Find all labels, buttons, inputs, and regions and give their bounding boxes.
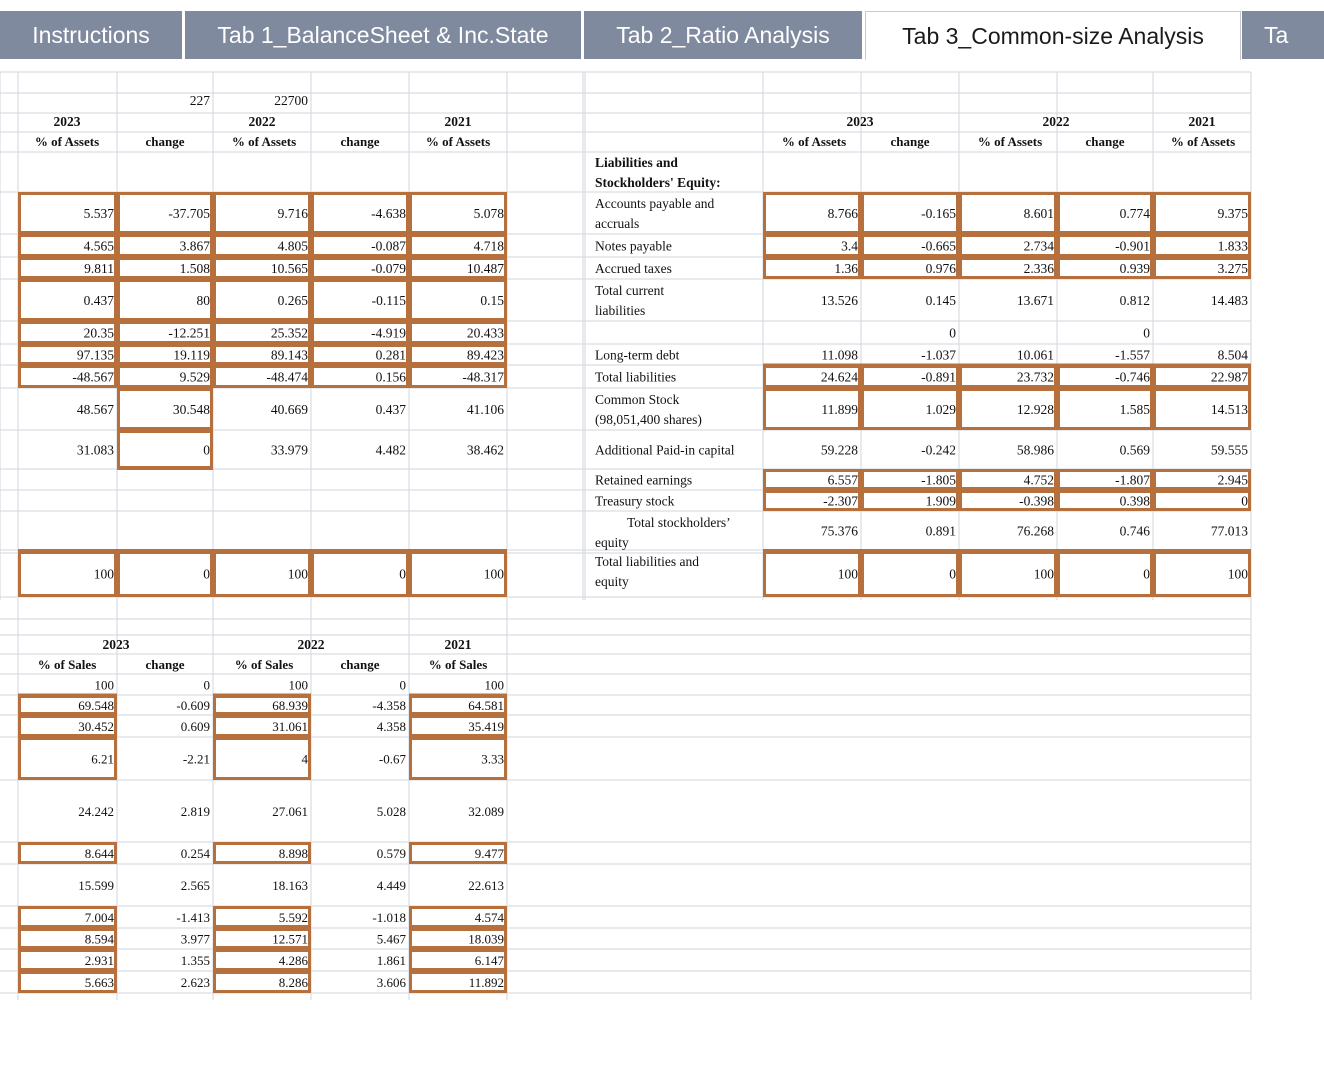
column-header: % of Assets (977, 134, 1043, 149)
total-separator (763, 549, 1251, 554)
cell-value: 8.594 (84, 931, 114, 947)
cell-value: 40.669 (270, 402, 308, 417)
cell-value: 10.565 (270, 261, 308, 276)
cell-value: -48.317 (462, 369, 504, 385)
cell-value: 97.135 (76, 347, 114, 363)
highlight-box (215, 739, 310, 779)
cell-value: 1.909 (925, 493, 956, 509)
cell-value: 6.147 (474, 953, 504, 968)
cell-value: 0.437 (83, 293, 114, 308)
cell-value: 32.089 (468, 804, 504, 819)
cell-value: 11.892 (468, 975, 504, 990)
cell-value: 0.746 (1119, 523, 1150, 539)
cell-value: 68.939 (272, 698, 308, 713)
tab-instructions[interactable]: Instructions (0, 11, 182, 59)
cell-value: 13.671 (1016, 293, 1054, 308)
row-label: Total current (595, 283, 665, 298)
cell-value: 2.623 (180, 975, 210, 990)
cell-value: 18.163 (272, 878, 308, 893)
cell-value: -1.413 (176, 910, 210, 925)
cell-value: 69.548 (78, 698, 114, 713)
row-label: accruals (595, 216, 640, 231)
year-header: 2022 (297, 637, 325, 652)
cell-value: -37.705 (168, 206, 210, 221)
cell-value: 9.716 (277, 206, 308, 221)
total-separator (18, 549, 507, 554)
cell-value: 1.36 (834, 261, 858, 276)
cell-value: 33.979 (270, 442, 308, 458)
cell-value: -4.919 (371, 325, 406, 341)
cell-value: 0.579 (376, 846, 406, 861)
cell-value: 0.812 (1119, 293, 1150, 308)
cell-value: 64.581 (468, 698, 504, 713)
cell-value: -0.67 (378, 751, 406, 767)
cell-value: 3.977 (180, 931, 210, 947)
cell-value: -0.609 (176, 698, 210, 713)
column-header: % of Sales (37, 657, 97, 672)
cell-value: 27.061 (272, 804, 308, 819)
cell-value: -0.079 (371, 261, 406, 276)
cell-value: 2.819 (180, 804, 210, 819)
year-header: 2021 (1188, 114, 1216, 129)
section-title: Stockholders' Equity: (595, 175, 721, 190)
cell-value: 8.504 (1217, 347, 1248, 363)
cell-value: -0.165 (921, 206, 956, 221)
cell-value: 0 (203, 566, 210, 582)
tab-common-size-analysis[interactable]: Tab 3_Common-size Analysis (865, 11, 1241, 60)
cell-value: 0.891 (925, 523, 956, 539)
tab-ratio-analysis[interactable]: Tab 2_Ratio Analysis (584, 11, 862, 59)
cell-value: -48.474 (266, 369, 308, 385)
cell-value: 24.624 (820, 369, 858, 385)
cell-value: 0.254 (180, 846, 210, 861)
highlight-box (863, 552, 958, 596)
cell-value: 8.644 (84, 846, 114, 861)
cell-value: 14.483 (1210, 293, 1248, 308)
cell-value: 227 (189, 93, 210, 108)
column-header: % of Assets (231, 134, 297, 149)
row-label: equity (595, 574, 629, 589)
cell-value: 4.574 (474, 910, 504, 925)
cell-value: 0.609 (180, 719, 210, 734)
cell-value: 0.265 (277, 293, 308, 308)
section-title: Liabilities and (595, 155, 678, 170)
cell-value: 8.898 (278, 846, 308, 861)
cell-value: 100 (93, 566, 114, 582)
cell-value: -0.901 (1115, 238, 1150, 254)
cell-value: 9.811 (84, 261, 114, 276)
highlight-box (313, 552, 408, 596)
row-label: equity (595, 535, 629, 550)
cell-value: 0.976 (925, 261, 956, 276)
cell-value: 20.433 (466, 325, 504, 341)
year-header: 2023 (53, 114, 81, 129)
highlight-box (119, 432, 212, 468)
row-label: Common Stock (595, 392, 680, 407)
cell-value: 0.145 (925, 293, 956, 308)
cell-value: 22700 (274, 93, 308, 108)
cell-value: 10.487 (466, 261, 504, 276)
cell-value: 0.156 (375, 369, 406, 385)
cell-value: 11.899 (821, 402, 858, 417)
cell-value: 100 (484, 677, 504, 693)
cell-value: 0 (399, 677, 406, 693)
cell-value: -2.307 (823, 493, 858, 509)
year-header: 2022 (248, 114, 276, 129)
year-header: 2023 (102, 637, 130, 652)
column-header: % of Assets (425, 134, 491, 149)
cell-value: 0.774 (1119, 206, 1150, 221)
column-header: change (890, 134, 930, 149)
cell-value: 6.21 (91, 751, 114, 767)
cell-value: -0.115 (371, 293, 406, 308)
cell-value: 31.083 (76, 442, 114, 458)
cell-value: 5.663 (84, 975, 114, 990)
cell-value: 5.078 (473, 206, 504, 221)
cell-value: 48.567 (76, 402, 114, 417)
cell-value: 100 (1033, 566, 1054, 582)
cell-value: 1.355 (180, 953, 210, 968)
cell-value: 100 (287, 566, 308, 582)
cell-value: 58.986 (1016, 442, 1054, 458)
sheet-tab-bar (0, 0, 1289, 62)
cell-value: 0 (203, 677, 210, 693)
cell-value: 4.565 (83, 238, 114, 254)
cell-value: 5.592 (278, 910, 308, 925)
cell-value: 1.029 (925, 402, 956, 417)
spreadsheet-area[interactable] (0, 62, 1284, 1072)
cell-value: 31.061 (272, 719, 308, 734)
cell-value: 0.15 (480, 293, 504, 308)
column-header: % of Sales (234, 657, 294, 672)
row-label: liabilities (595, 303, 646, 318)
cell-value: -0.891 (921, 369, 956, 385)
row-label: Accrued taxes (595, 261, 672, 276)
cell-value: -0.746 (1115, 369, 1150, 385)
cell-value: -0.398 (1019, 493, 1054, 509)
row-label: Additional Paid-in capital (595, 442, 735, 458)
cell-value: 100 (483, 566, 504, 582)
column-header: % of Assets (781, 134, 847, 149)
cell-value: 4.482 (375, 442, 406, 458)
cell-value: -1.805 (921, 472, 956, 488)
column-header: % of Sales (428, 657, 488, 672)
cell-value: 4.449 (376, 878, 406, 893)
cell-value: 0 (1143, 566, 1150, 582)
column-header: change (145, 657, 185, 672)
cell-value: 2.336 (1023, 261, 1054, 276)
column-header: change (340, 134, 380, 149)
cell-value: 6.557 (827, 472, 858, 488)
cell-value: -0.665 (921, 238, 956, 254)
cell-value: 3.867 (179, 238, 210, 254)
year-header: 2021 (444, 114, 472, 129)
cell-value: 0.281 (375, 347, 406, 363)
year-header: 2023 (846, 114, 874, 129)
cell-value: 3.33 (481, 751, 504, 767)
cell-value: 0.569 (1119, 442, 1150, 458)
cell-value: 5.028 (376, 804, 406, 819)
cell-value: 20.35 (83, 325, 114, 341)
cell-value: 2.945 (1217, 472, 1248, 488)
cell-value: 22.987 (1210, 369, 1248, 385)
cell-value: 4.752 (1023, 472, 1054, 488)
cell-value: 0 (949, 566, 956, 582)
cell-value: 80 (196, 293, 210, 308)
cell-value: 10.061 (1016, 347, 1054, 363)
spreadsheet-grid[interactable] (0, 62, 1284, 1072)
tab-balance-sheet[interactable]: Tab 1_BalanceSheet & Inc.State (185, 11, 581, 59)
cell-value: 0 (1241, 493, 1248, 509)
highlight-box (119, 552, 212, 596)
row-label: Notes payable (595, 238, 672, 254)
cell-value: 25.352 (270, 325, 308, 341)
row-label: Accounts payable and (595, 196, 715, 211)
cell-value: 89.143 (270, 347, 308, 363)
cell-value: 0 (399, 566, 406, 582)
cell-value: 5.467 (376, 931, 406, 947)
row-label: Treasury stock (595, 493, 675, 509)
row-label: Total liabilities (595, 369, 677, 385)
cell-value: 1.861 (376, 953, 406, 968)
cell-value: 23.732 (1016, 369, 1054, 385)
cell-value: 2.565 (180, 878, 210, 893)
column-header: change (145, 134, 185, 149)
cell-value: -2.21 (182, 751, 210, 767)
year-header: 2022 (1042, 114, 1070, 129)
cell-value: -1.037 (921, 347, 956, 363)
cell-value: -1.018 (372, 910, 406, 925)
cell-value: 4.286 (278, 953, 308, 968)
cell-value: 9.375 (1217, 206, 1248, 221)
highlight-box (1155, 492, 1250, 510)
row-label: Long-term debt (595, 347, 680, 363)
column-header: change (340, 657, 380, 672)
cell-value: 30.548 (172, 402, 210, 417)
cell-value: 59.228 (820, 442, 858, 458)
row-label: Total liabilities and (595, 554, 700, 569)
cell-value: 1.508 (179, 261, 210, 276)
cell-value: 100 (94, 677, 114, 693)
cell-value: 5.537 (83, 206, 114, 221)
cell-value: 0.398 (1119, 493, 1150, 509)
cell-value: -4.358 (372, 698, 406, 713)
highlight-box (119, 430, 212, 469)
column-header: % of Assets (34, 134, 100, 149)
cell-value: 3.275 (1217, 261, 1248, 276)
cell-value: 4 (301, 751, 308, 767)
cell-value: 0 (949, 325, 956, 341)
cell-value: 14.513 (1210, 402, 1248, 417)
cell-value: -0.087 (371, 238, 406, 254)
cell-value: 2.931 (84, 953, 114, 968)
cell-value: -0.242 (921, 442, 956, 458)
cell-value: 24.242 (78, 804, 114, 819)
cell-value: 76.268 (1016, 523, 1054, 539)
cell-value: 30.452 (78, 719, 114, 734)
cell-value: 0.437 (375, 402, 406, 417)
tab-next-partial[interactable]: Ta (1242, 11, 1324, 59)
cell-value: 7.004 (84, 910, 114, 925)
cell-value: 4.358 (376, 719, 406, 734)
cell-value: 1.833 (1217, 238, 1248, 254)
cell-value: 22.613 (468, 878, 504, 893)
cell-value: 100 (837, 566, 858, 582)
row-label: Retained earnings (595, 472, 693, 488)
cell-value: 89.423 (466, 347, 504, 363)
cell-value: 9.529 (179, 369, 210, 385)
cell-value: 0 (1143, 325, 1150, 341)
cell-value: 11.098 (821, 347, 858, 363)
column-header: % of Assets (1170, 134, 1236, 149)
cell-value: 18.039 (468, 931, 504, 947)
cell-value: -4.638 (371, 206, 406, 221)
cell-value: 8.766 (827, 206, 858, 221)
cell-value: 4.718 (473, 238, 504, 254)
cell-value: 12.571 (272, 931, 308, 947)
cell-value: -1.557 (1115, 347, 1150, 363)
cell-value: 0.939 (1119, 261, 1150, 276)
column-header: change (1085, 134, 1125, 149)
cell-value: 3.4 (841, 238, 858, 254)
cell-value: 8.286 (278, 975, 308, 990)
highlight-box (1059, 552, 1152, 596)
cell-value: -48.567 (72, 369, 114, 385)
row-label: Total stockholders’ (627, 515, 731, 530)
cell-value: -1.807 (1115, 472, 1150, 488)
cell-value: 77.013 (1210, 523, 1248, 539)
cell-value: 12.928 (1016, 402, 1054, 417)
cell-value: 38.462 (466, 442, 504, 458)
row-label: (98,051,400 shares) (595, 412, 702, 427)
cell-value: 100 (1227, 566, 1248, 582)
cell-value: 4.805 (277, 238, 308, 254)
cell-value: 41.106 (466, 402, 504, 417)
cell-value: 19.119 (173, 347, 210, 363)
cell-value: 100 (288, 677, 308, 693)
cell-value: 9.477 (474, 846, 504, 861)
cell-value: 3.606 (376, 975, 406, 990)
cell-value: 75.376 (820, 523, 858, 539)
cell-value: 35.419 (468, 719, 504, 734)
cell-value: 0 (203, 442, 210, 458)
cell-value: 59.555 (1210, 442, 1248, 458)
cell-value: 8.601 (1023, 206, 1054, 221)
cell-value: -12.251 (168, 325, 210, 341)
cell-value: 1.585 (1119, 402, 1150, 417)
year-header: 2021 (444, 637, 472, 652)
cell-value: 15.599 (78, 878, 114, 893)
cell-value: 13.526 (820, 293, 858, 308)
cell-value: 2.734 (1023, 238, 1054, 254)
